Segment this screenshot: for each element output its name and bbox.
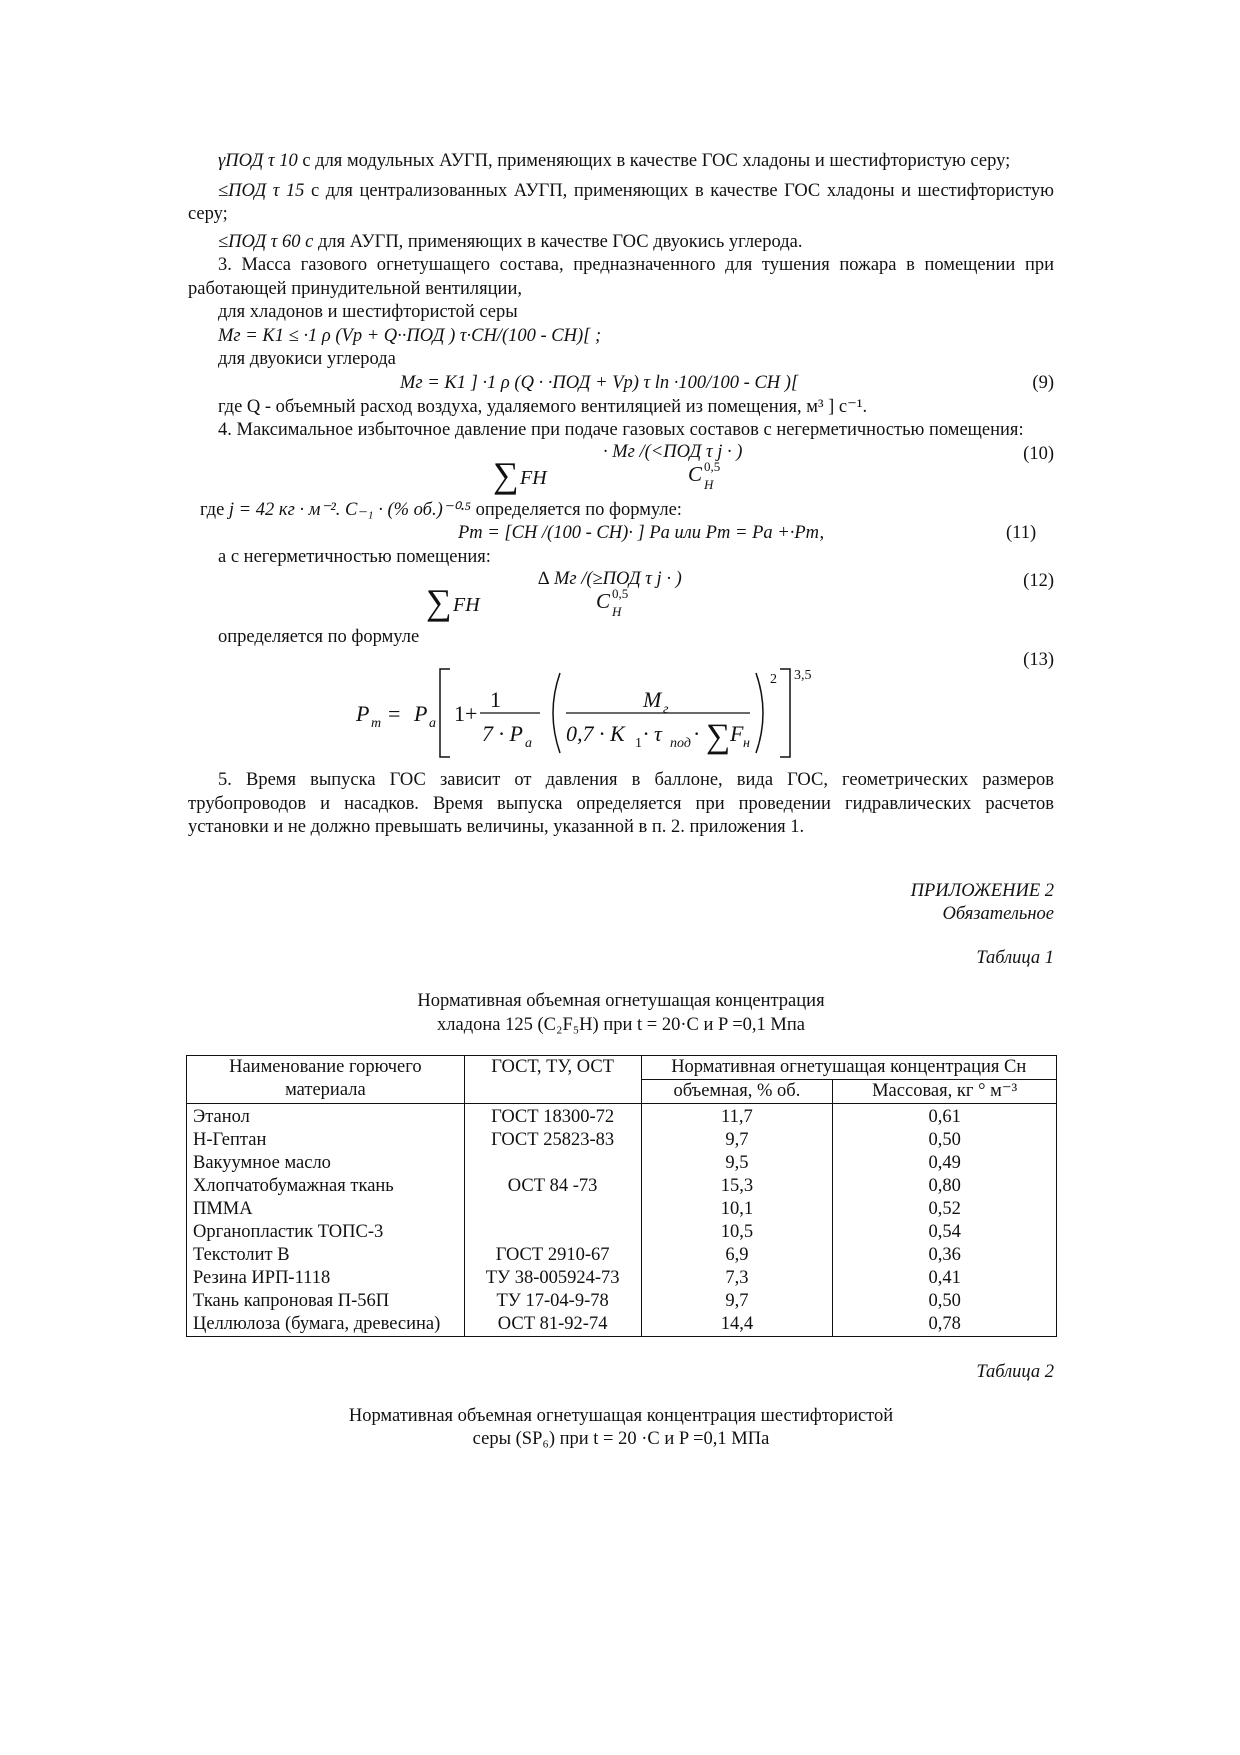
equation-11 xyxy=(188,522,1054,546)
paragraph-where-q: где Q - объемный расход воздуха, удаляемого вентиляцией из помещения, м³ ] с⁻¹. xyxy=(218,396,868,417)
equation-12 xyxy=(188,570,1054,626)
paragraph-modular: γПОД τ 10 с для модульных АУГП, применяющих в качестве ГОС хладоны и шестифтористую серу; xyxy=(218,151,1011,171)
table-row: Ткань капроновая П-56П ТУ 17-04-9-78 9,7 0,50 xyxy=(187,1290,1057,1313)
eq13-den2-tau-sub: под xyxy=(670,736,691,751)
eq13-den2-dot: · xyxy=(693,721,701,746)
eq13-left-paren xyxy=(553,673,560,753)
equation-12-fh: FН xyxy=(453,593,480,616)
equation-12-top: ∆ Мг /(≥ПОД τ j · ) xyxy=(538,568,682,589)
equation-12-number: (12) xyxy=(1023,570,1054,591)
eq13-den2-sub: 1 xyxy=(635,736,642,751)
appendix-subtitle: Обязательное xyxy=(942,904,1054,924)
eq13-pow-outer: 3,5 xyxy=(794,668,812,683)
eq13-den2-sum: ∑ xyxy=(706,718,731,755)
table-row: Резина ИРП-1118 ТУ 38-005924-73 7,3 0,41 xyxy=(187,1267,1057,1290)
equation-13-number: (13) xyxy=(1023,650,1054,670)
eq13-equals: = xyxy=(388,701,401,726)
equation-10 xyxy=(188,443,1054,499)
eq13-den2: 0,7 · K xyxy=(566,721,625,746)
eq13-right-paren xyxy=(756,673,763,753)
equation-10-c-exp: 0,5 xyxy=(704,458,721,474)
document-page xyxy=(188,150,1054,1452)
eq13-den2-f-sub: н xyxy=(743,736,750,751)
table1-caption-line2: хладона 125 (C₂F₅H) при t = 20·С и P =0,1 Мпа xyxy=(437,1014,805,1035)
eq13-pa: P xyxy=(414,701,428,726)
table1-label: Таблица 1 xyxy=(976,947,1054,968)
table2-label: Таблица 2 xyxy=(976,1362,1054,1382)
eq13-num2: M xyxy=(643,687,662,712)
table1-header-row xyxy=(187,1056,1057,1080)
eq13-den2-f: F xyxy=(730,721,744,746)
table-row: ПММА 10,1 0,52 xyxy=(187,1198,1057,1221)
equation-10-sum: ∑ xyxy=(493,454,519,495)
header-concentration: Нормативная огнетушащая концентрация Сн xyxy=(641,1056,1057,1080)
table-row: Текстолит В ГОСТ 2910-67 6,9 0,36 xyxy=(187,1244,1057,1267)
paragraph-halons: для хладонов и шестифтористой серы xyxy=(218,302,518,322)
eq13-right-bracket xyxy=(780,669,790,757)
eq13-one-plus: 1+ xyxy=(454,701,478,726)
equation-9 xyxy=(188,372,1054,396)
formula-inline: γПОД τ 10 xyxy=(218,151,298,171)
table2-caption-line2: серы (SP₆) при t = 20 ·С и P =0,1 МПа xyxy=(472,1429,770,1449)
table-row: Этанол ГОСТ 18300-72 11,7 0,61 xyxy=(187,1104,1057,1130)
table-row: Вакуумное масло 9,5 0,49 xyxy=(187,1152,1057,1175)
equation-9-formula: Мг = K1 ] ·1 ρ (Q · ·ПОД + Vp) τ ln ·100/100 - СН )[ xyxy=(400,372,799,393)
table-row: Целлюлоза (бумага, древесина) ОСТ 81-92-74 14,4 0,78 xyxy=(187,1313,1057,1337)
equation-13-svg xyxy=(188,649,1054,769)
formula-inline: ≤ПОД τ 60 с xyxy=(218,231,314,252)
paragraph-4: 4. Максимальное избыточное давление при подаче газовых составов с негерметичностью помещения: xyxy=(218,420,1024,440)
eq13-pt-sub: т xyxy=(371,716,382,731)
equation-11-number: (11) xyxy=(1006,523,1037,543)
equation-12-c-sub: Н xyxy=(612,603,622,619)
eq13-num2-sub: г xyxy=(663,702,669,717)
equation-9-number: (9) xyxy=(1032,372,1054,393)
eq13-den1-sub: а xyxy=(525,736,532,751)
table1-caption-line1: Нормативная объемная огнетушащая концентрация xyxy=(417,991,825,1011)
eq13-den1: 7 · P xyxy=(482,721,523,746)
paragraph-co2-label: для двуокиси углерода xyxy=(218,349,396,369)
equation-10-c: С xyxy=(688,461,703,486)
paragraph-5: 5. Время выпуска ГОС зависит от давления в баллоне, вида ГОС, геометрических размеров трубопроводов и насадков. Время выпуска определяется при проведении гидравлических расчетов установки и не должно превышать величины, указанной в п. 2. приложения 1. xyxy=(188,770,1054,837)
eq13-pa-sub: а xyxy=(429,716,436,731)
equation-11-formula: Pт = [CН /(100 - CН)· ] Pa или Pт = Pa +·Pт, xyxy=(458,523,825,543)
paragraph-co2: ≤ПОД τ 60 с для АУГП, применяющих в качестве ГОС двуокись углерода. xyxy=(218,231,803,252)
formula-inline: ≤ПОД τ 15 xyxy=(218,180,305,201)
equation-10-number: (10) xyxy=(1023,443,1054,464)
equation-13 xyxy=(188,649,1054,769)
equation-10-c-sub: Н xyxy=(704,476,714,492)
paragraph-determined: определяется по формуле xyxy=(218,626,420,647)
equation-12-sum: ∑ xyxy=(426,581,452,622)
table-row: Н-Гептан ГОСТ 25823-83 9,7 0,50 xyxy=(187,1129,1057,1152)
paragraph-where-j: где j = 42 кг · м⁻². С₋₁ · (% об.)⁻⁰·⁵ определяется по формуле: xyxy=(200,499,682,520)
table1 xyxy=(186,1055,1057,1337)
paragraph-3: 3. Масса газового огнетушащего состава, предназначенного для тушения пожара в помещении при работающей принудительной вентиляции, xyxy=(188,255,1054,299)
paragraph-centralized: ≤ПОД τ 15 с для централизованных АУГП, применяющих в качестве ГОС хладоны и шестифтористую серу; xyxy=(188,180,1055,224)
equation-10-fh: FН xyxy=(520,466,547,489)
eq13-left-bracket xyxy=(440,669,450,757)
formula-halons: Мг = K1 ≤ ·1 ρ (Vp + Q··ПОД ) τ·СН/(100 - СН)[ ; xyxy=(218,325,602,346)
eq13-pow-inner: 2 xyxy=(770,672,777,687)
header-standard: ГОСТ, ТУ, ОСТ xyxy=(464,1056,641,1104)
equation-10-top: · Мг /(<ПОД τ j · ) xyxy=(603,441,743,462)
equation-12-c-exp: 0,5 xyxy=(612,585,629,601)
header-material: Наименование горючего материала xyxy=(187,1056,465,1104)
table2-caption-line1: Нормативная объемная огнетушащая концентрация шестифтористой xyxy=(348,1405,894,1426)
eq13-pt: P xyxy=(356,701,370,726)
table-row: Органопластик ТОПС-3 10,5 0,54 xyxy=(187,1221,1057,1244)
eq13-num1: 1 xyxy=(490,687,501,712)
eq13-den2-tau: · τ xyxy=(643,721,662,746)
table-row: Хлопчатобумажная ткань ОСТ 84 -73 15,3 0,80 xyxy=(187,1175,1057,1198)
paragraph-leaky: а с негерметичностью помещения: xyxy=(218,547,491,567)
appendix-title: ПРИЛОЖЕНИЕ 2 xyxy=(910,880,1054,901)
equation-12-c: С xyxy=(596,588,611,613)
header-volume: объемная, % об. xyxy=(641,1080,833,1104)
header-mass: Массовая, кг ° м⁻³ xyxy=(833,1080,1057,1104)
